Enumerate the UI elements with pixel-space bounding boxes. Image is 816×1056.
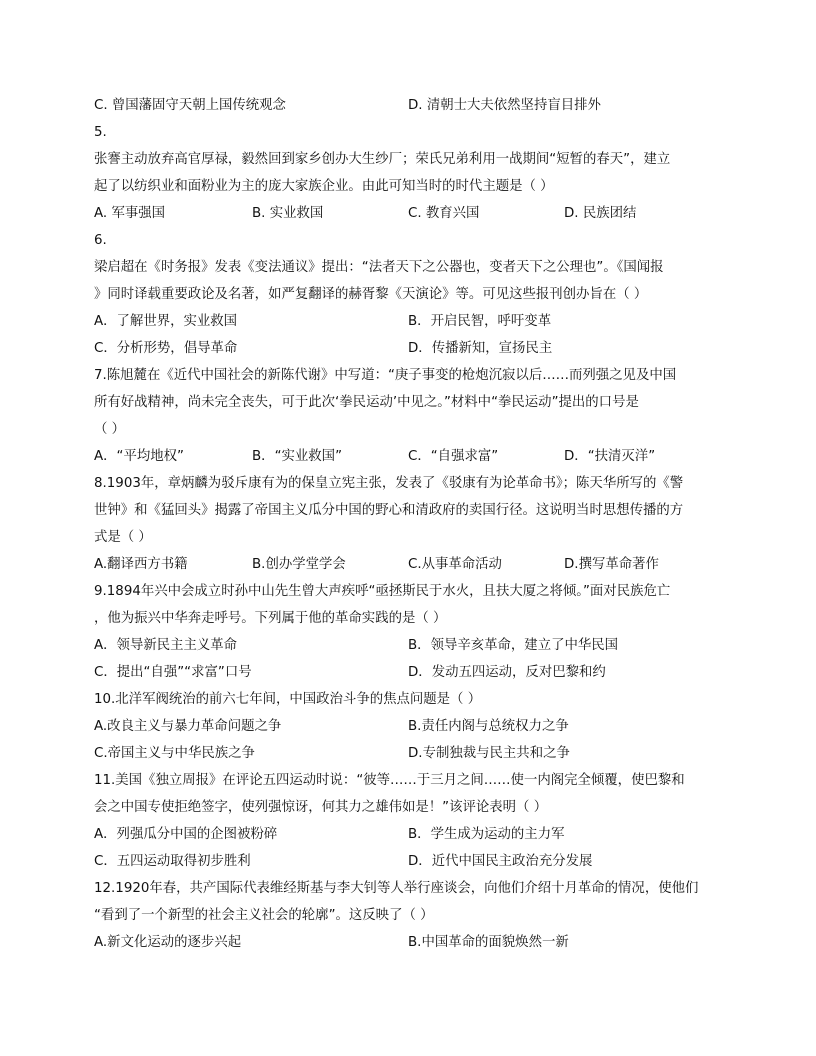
question-stem-line: 9.1894年兴中会成立时孙中山先生曾大声疾呼“亟拯斯民于水火，且扶大厦之将倾。”面对民族危亡: [94, 584, 671, 599]
option-a: A.新文化运动的逐步兴起: [94, 935, 242, 950]
question-options: [94, 308, 724, 335]
question-options: [94, 713, 724, 740]
option-c: C. 曾国藩固守天朝上国传统观念: [94, 98, 286, 113]
question-stem-line: 11.美国《独立周报》在评论五四运动时说：“彼等……于三月之间……使一内阁完全倾覆，使巴黎和: [94, 773, 685, 788]
option-c: C.从事革命活动: [408, 557, 502, 572]
question-options: [94, 848, 724, 875]
question-options: [94, 632, 724, 659]
option-d: D. 清朝士大夫依然坚持盲目排外: [408, 98, 601, 113]
question-stem-line: 7.陈旭麓在《近代中国社会的新陈代谢》中写道：“庚子事变的枪炮沉寂以后……而列强之见及中国: [94, 368, 677, 383]
question-stem-line: 张謇主动放弃高官厚禄，毅然回到家乡创办大生纱厂；荣氏兄弟利用一战期间“短暂的春天”，建立: [94, 152, 671, 167]
option-a: A．“平均地权”: [94, 449, 184, 464]
question-options: [94, 821, 724, 848]
option-a: A. 军事强国: [94, 206, 165, 221]
question-stem-line: 10.北洋军阀统治的前六七年间，中国政治斗争的焦点问题是（ ）: [94, 692, 482, 707]
question-stem-line: 起了以纺织业和面粉业为主的庞大家族企业。由此可知当时的时代主题是（ ）: [94, 179, 554, 194]
option-d: D．发动五四运动，反对巴黎和约: [408, 665, 606, 680]
option-c: C．分析形势，倡导革命: [94, 341, 238, 356]
option-a: A.改良主义与暴力革命问题之争: [94, 719, 282, 734]
question-stem-line: 8.1903年，章炳麟为驳斥康有为的保皇立宪主张，发表了《驳康有为论革命书》；陈天华所写的《警: [94, 476, 684, 491]
option-b: B.中国革命的面貌焕然一新: [408, 935, 569, 950]
option-a: A．领导新民主主义革命: [94, 638, 238, 653]
question-stem-line: 12.1920年春，共产国际代表维经斯基与李大钊等人举行座谈会，向他们介绍十月革命的情况，使他们: [94, 881, 699, 896]
option-d: D．“扶清灭洋”: [564, 449, 656, 464]
question-options: [94, 200, 724, 227]
option-a: A．列强瓜分中国的企图被粉碎: [94, 827, 278, 842]
question-number: 6.: [94, 233, 107, 248]
question-options: [94, 92, 724, 119]
question-stem-line: 所有好战精神，尚未完全丧失，可于此次‘拳民运动’中见之。”材料中“拳民运动”提出的口号是: [94, 395, 639, 410]
option-b: B.创办学堂学会: [252, 557, 346, 572]
question-stem-line: ，他为振兴中华奔走呼号。下列属于他的革命实践的是（ ）: [94, 611, 447, 626]
option-d: D. 民族团结: [564, 206, 637, 221]
question-number: 5.: [94, 125, 107, 140]
question-stem-line: 》同时译载重要政论及名著，如严复翻译的赫胥黎《天演论》等。可见这些报刊创办旨在（ ）: [94, 287, 648, 302]
option-c: C．“自强求富”: [408, 449, 499, 464]
question-stem-line: 会之中国专使拒绝签字，使列强惊讶，何其力之雄伟如是！”该评论表明（ ）: [94, 800, 548, 815]
question-stem-line: （ ）: [94, 422, 126, 437]
question-stem-line: 梁启超在《时务报》发表《变法通议》提出：“法者天下之公器也，变者天下之公理也”。《国闻报: [94, 260, 664, 275]
question-options: [94, 659, 724, 686]
question-options: [94, 335, 724, 362]
option-a: A．了解世界，实业救国: [94, 314, 238, 329]
question-list: [94, 92, 724, 956]
question-options: [94, 551, 724, 578]
option-d: D.专制独裁与民主共和之争: [408, 746, 570, 761]
question-options: [94, 740, 724, 767]
option-c: C. 教育兴国: [408, 206, 480, 221]
option-b: B．“实业救国”: [252, 449, 343, 464]
option-c: C．五四运动取得初步胜利: [94, 854, 251, 869]
option-b: B.责任内阁与总统权力之争: [408, 719, 569, 734]
option-b: B．开启民智，呼吁变革: [408, 314, 552, 329]
question-stem-line: 式是（ ）: [94, 530, 152, 545]
option-d: D．传播新知，宣扬民主: [408, 341, 553, 356]
question-options: [94, 929, 724, 956]
question-stem-line: 世钟》和《猛回头》揭露了帝国主义瓜分中国的野心和清政府的卖国行径。这说明当时思想传播的方: [94, 503, 684, 518]
option-b: B. 实业救国: [252, 206, 324, 221]
option-c: C．提出“自强”“求富”口号: [94, 665, 252, 680]
option-b: B．领导辛亥革命，建立了中华民国: [408, 638, 619, 653]
option-b: B．学生成为运动的主力军: [408, 827, 565, 842]
question-stem-line: “看到了一个新型的社会主义社会的轮廓”。这反映了（ ）: [94, 908, 434, 923]
option-a: A.翻译西方书籍: [94, 557, 188, 572]
option-d: D.撰写革命著作: [564, 557, 659, 572]
option-c: C.帝国主义与中华民族之争: [94, 746, 255, 761]
option-d: D．近代中国民主政治充分发展: [408, 854, 593, 869]
question-options: [94, 443, 724, 470]
